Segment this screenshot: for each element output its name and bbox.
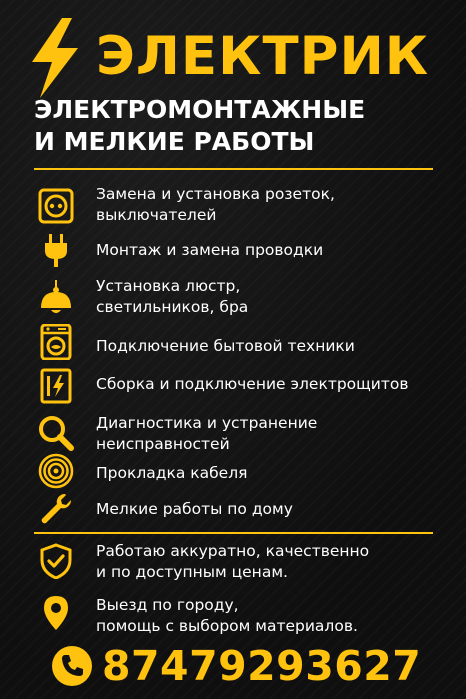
service-text: Замена и установка розеток, выключателей (96, 185, 335, 224)
service-text: Подключение бытовой техники (96, 337, 355, 355)
phone-number[interactable]: 87479293627 (102, 642, 422, 690)
header (0, 0, 466, 170)
benefit-text: Работаю аккуратно, качественно и по доступным ценам. (96, 542, 370, 581)
service-text: Установка люстр, светильников, бра (96, 277, 249, 316)
service-text: Прокладка кабеля (96, 464, 248, 482)
service-text: Сборка и подключение электрощитов (96, 375, 409, 393)
wrench-icon (38, 491, 74, 527)
divider-top (34, 168, 433, 170)
socket-icon (38, 188, 74, 224)
service-text: Мелкие работы по дому (96, 500, 293, 518)
divider-bottom (34, 532, 433, 534)
cable-coil-icon (38, 453, 74, 489)
service-text: Монтаж и замена проводки (96, 241, 324, 259)
lightning-bolt-icon (26, 18, 84, 98)
magnifier-icon (38, 415, 74, 451)
location-pin-icon (38, 595, 74, 631)
benefit-text: Выезд по городу, помощь с выбором материалов. (96, 596, 358, 635)
contact-phone[interactable] (34, 640, 444, 692)
phone-icon (50, 644, 94, 688)
page-subtitle: ЭЛЕКТРОМОНТАЖНЫЕ И МЕЛКИЕ РАБОТЫ (34, 95, 366, 156)
washing-machine-icon (38, 324, 74, 360)
page-title: ЭЛЕКТРИК (96, 26, 430, 87)
service-text: Диагностика и устранение неисправностей (96, 414, 318, 453)
plug-icon (38, 232, 74, 268)
chandelier-icon (38, 280, 74, 316)
shield-check-icon (38, 543, 74, 579)
electrical-panel-icon (38, 368, 74, 404)
